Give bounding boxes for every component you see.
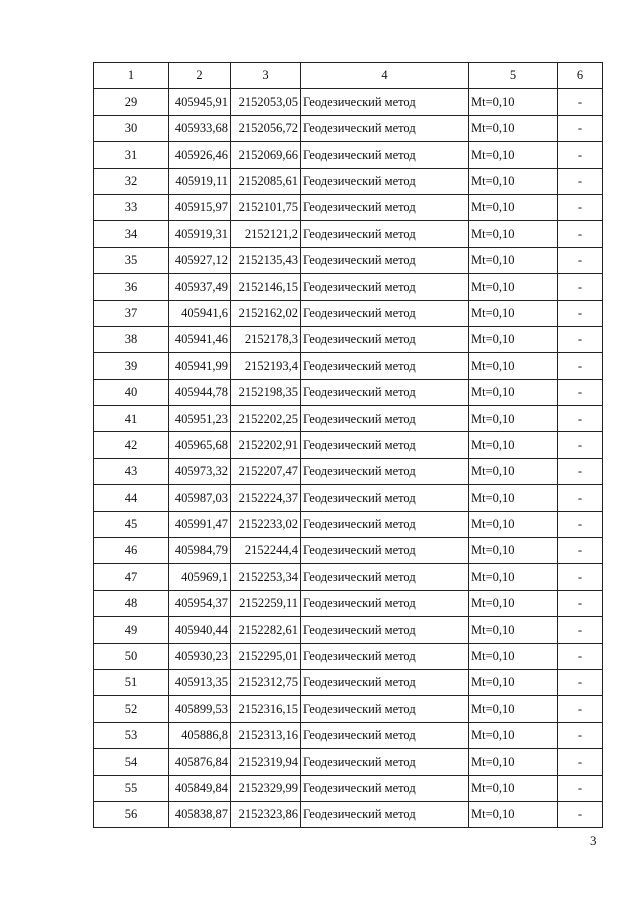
point-number-cell: 34	[94, 221, 169, 247]
note-cell: -	[558, 643, 603, 669]
accuracy-cell: Mt=0,10	[469, 432, 558, 458]
point-number-cell: 51	[94, 669, 169, 695]
point-number-cell: 45	[94, 511, 169, 537]
accuracy-cell: Mt=0,10	[469, 485, 558, 511]
y-coordinate-cell: 2152316,15	[231, 696, 301, 722]
point-number-cell: 49	[94, 617, 169, 643]
y-coordinate-cell: 2152319,94	[231, 749, 301, 775]
note-cell: -	[558, 274, 603, 300]
header-cell-1: 1	[94, 63, 169, 89]
y-coordinate-cell: 2152259,11	[231, 590, 301, 616]
x-coordinate-cell: 405945,91	[169, 89, 231, 115]
x-coordinate-cell: 405940,44	[169, 617, 231, 643]
note-cell: -	[558, 406, 603, 432]
note-cell: -	[558, 300, 603, 326]
x-coordinate-cell: 405919,31	[169, 221, 231, 247]
y-coordinate-cell: 2152162,02	[231, 300, 301, 326]
y-coordinate-cell: 2152121,2	[231, 221, 301, 247]
method-cell: Геодезический метод	[301, 801, 469, 827]
method-cell: Геодезический метод	[301, 247, 469, 273]
table-row	[94, 775, 603, 801]
point-number-cell: 39	[94, 353, 169, 379]
method-cell: Геодезический метод	[301, 590, 469, 616]
table-row	[94, 142, 603, 168]
method-cell: Геодезический метод	[301, 696, 469, 722]
method-cell: Геодезический метод	[301, 353, 469, 379]
x-coordinate-cell: 405951,23	[169, 406, 231, 432]
x-coordinate-cell: 405876,84	[169, 749, 231, 775]
x-coordinate-cell: 405987,03	[169, 485, 231, 511]
y-coordinate-cell: 2152193,4	[231, 353, 301, 379]
note-cell: -	[558, 168, 603, 194]
table-row	[94, 194, 603, 220]
method-cell: Геодезический метод	[301, 564, 469, 590]
accuracy-cell: Mt=0,10	[469, 221, 558, 247]
accuracy-cell: Mt=0,10	[469, 643, 558, 669]
table-row	[94, 643, 603, 669]
x-coordinate-cell: 405973,32	[169, 458, 231, 484]
method-cell: Геодезический метод	[301, 538, 469, 564]
table-row	[94, 353, 603, 379]
note-cell: -	[558, 590, 603, 616]
point-number-cell: 47	[94, 564, 169, 590]
note-cell: -	[558, 432, 603, 458]
point-number-cell: 52	[94, 696, 169, 722]
method-cell: Геодезический метод	[301, 326, 469, 352]
y-coordinate-cell: 2152295,01	[231, 643, 301, 669]
x-coordinate-cell: 405927,12	[169, 247, 231, 273]
point-number-cell: 46	[94, 538, 169, 564]
x-coordinate-cell: 405913,35	[169, 669, 231, 695]
accuracy-cell: Mt=0,10	[469, 538, 558, 564]
table-row	[94, 89, 603, 115]
method-cell: Геодезический метод	[301, 722, 469, 748]
y-coordinate-cell: 2152323,86	[231, 801, 301, 827]
header-cell-4: 4	[301, 63, 469, 89]
method-cell: Геодезический метод	[301, 749, 469, 775]
x-coordinate-cell: 405965,68	[169, 432, 231, 458]
x-coordinate-cell: 405954,37	[169, 590, 231, 616]
point-number-cell: 48	[94, 590, 169, 616]
accuracy-cell: Mt=0,10	[469, 194, 558, 220]
table-row	[94, 564, 603, 590]
point-number-cell: 33	[94, 194, 169, 220]
y-coordinate-cell: 2152207,47	[231, 458, 301, 484]
note-cell: -	[558, 617, 603, 643]
x-coordinate-cell: 405941,46	[169, 326, 231, 352]
table-row	[94, 722, 603, 748]
table-row	[94, 511, 603, 537]
note-cell: -	[558, 247, 603, 273]
y-coordinate-cell: 2152253,34	[231, 564, 301, 590]
y-coordinate-cell: 2152056,72	[231, 115, 301, 141]
y-coordinate-cell: 2152085,61	[231, 168, 301, 194]
x-coordinate-cell: 405984,79	[169, 538, 231, 564]
point-number-cell: 56	[94, 801, 169, 827]
y-coordinate-cell: 2152244,4	[231, 538, 301, 564]
y-coordinate-cell: 2152178,3	[231, 326, 301, 352]
accuracy-cell: Mt=0,10	[469, 247, 558, 273]
table-row	[94, 617, 603, 643]
accuracy-cell: Mt=0,10	[469, 274, 558, 300]
method-cell: Геодезический метод	[301, 643, 469, 669]
x-coordinate-cell: 405991,47	[169, 511, 231, 537]
note-cell: -	[558, 749, 603, 775]
y-coordinate-cell: 2152146,15	[231, 274, 301, 300]
accuracy-cell: Mt=0,10	[469, 406, 558, 432]
method-cell: Геодезический метод	[301, 617, 469, 643]
header-cell-5: 5	[469, 63, 558, 89]
point-number-cell: 30	[94, 115, 169, 141]
note-cell: -	[558, 801, 603, 827]
x-coordinate-cell: 405838,87	[169, 801, 231, 827]
y-coordinate-cell: 2152282,61	[231, 617, 301, 643]
note-cell: -	[558, 511, 603, 537]
note-cell: -	[558, 458, 603, 484]
method-cell: Геодезический метод	[301, 300, 469, 326]
accuracy-cell: Mt=0,10	[469, 749, 558, 775]
point-number-cell: 53	[94, 722, 169, 748]
note-cell: -	[558, 115, 603, 141]
x-coordinate-cell: 405919,11	[169, 168, 231, 194]
note-cell: -	[558, 485, 603, 511]
y-coordinate-cell: 2152329,99	[231, 775, 301, 801]
note-cell: -	[558, 221, 603, 247]
point-number-cell: 41	[94, 406, 169, 432]
method-cell: Геодезический метод	[301, 432, 469, 458]
point-number-cell: 42	[94, 432, 169, 458]
note-cell: -	[558, 696, 603, 722]
y-coordinate-cell: 2152053,05	[231, 89, 301, 115]
method-cell: Геодезический метод	[301, 511, 469, 537]
y-coordinate-cell: 2152312,75	[231, 669, 301, 695]
method-cell: Геодезический метод	[301, 115, 469, 141]
note-cell: -	[558, 775, 603, 801]
note-cell: -	[558, 669, 603, 695]
note-cell: -	[558, 538, 603, 564]
x-coordinate-cell: 405969,1	[169, 564, 231, 590]
method-cell: Геодезический метод	[301, 379, 469, 405]
page-number: 3	[590, 833, 597, 848]
accuracy-cell: Mt=0,10	[469, 564, 558, 590]
x-coordinate-cell: 405930,23	[169, 643, 231, 669]
point-number-cell: 37	[94, 300, 169, 326]
header-row	[94, 63, 603, 89]
table-row	[94, 300, 603, 326]
accuracy-cell: Mt=0,10	[469, 379, 558, 405]
table-row	[94, 485, 603, 511]
note-cell: -	[558, 326, 603, 352]
header-cell-2: 2	[169, 63, 231, 89]
point-number-cell: 43	[94, 458, 169, 484]
note-cell: -	[558, 142, 603, 168]
y-coordinate-cell: 2152224,37	[231, 485, 301, 511]
point-number-cell: 50	[94, 643, 169, 669]
method-cell: Геодезический метод	[301, 142, 469, 168]
note-cell: -	[558, 722, 603, 748]
point-number-cell: 40	[94, 379, 169, 405]
accuracy-cell: Mt=0,10	[469, 696, 558, 722]
x-coordinate-cell: 405886,8	[169, 722, 231, 748]
method-cell: Геодезический метод	[301, 168, 469, 194]
accuracy-cell: Mt=0,10	[469, 511, 558, 537]
table-body	[94, 89, 603, 828]
point-number-cell: 36	[94, 274, 169, 300]
table-row	[94, 406, 603, 432]
x-coordinate-cell: 405849,84	[169, 775, 231, 801]
point-number-cell: 29	[94, 89, 169, 115]
table-row	[94, 538, 603, 564]
table-row	[94, 247, 603, 273]
y-coordinate-cell: 2152069,66	[231, 142, 301, 168]
table-row	[94, 326, 603, 352]
table-row	[94, 274, 603, 300]
accuracy-cell: Mt=0,10	[469, 775, 558, 801]
x-coordinate-cell: 405937,49	[169, 274, 231, 300]
note-cell: -	[558, 194, 603, 220]
coordinates-table	[93, 62, 603, 828]
accuracy-cell: Mt=0,10	[469, 801, 558, 827]
method-cell: Геодезический метод	[301, 89, 469, 115]
method-cell: Геодезический метод	[301, 406, 469, 432]
accuracy-cell: Mt=0,10	[469, 89, 558, 115]
point-number-cell: 44	[94, 485, 169, 511]
accuracy-cell: Mt=0,10	[469, 353, 558, 379]
x-coordinate-cell: 405899,53	[169, 696, 231, 722]
note-cell: -	[558, 353, 603, 379]
point-number-cell: 31	[94, 142, 169, 168]
method-cell: Геодезический метод	[301, 458, 469, 484]
y-coordinate-cell: 2152202,91	[231, 432, 301, 458]
table-row	[94, 115, 603, 141]
x-coordinate-cell: 405926,46	[169, 142, 231, 168]
accuracy-cell: Mt=0,10	[469, 617, 558, 643]
table-row	[94, 221, 603, 247]
x-coordinate-cell: 405933,68	[169, 115, 231, 141]
accuracy-cell: Mt=0,10	[469, 115, 558, 141]
method-cell: Геодезический метод	[301, 221, 469, 247]
note-cell: -	[558, 564, 603, 590]
header-cell-3: 3	[231, 63, 301, 89]
table-row	[94, 590, 603, 616]
table-row	[94, 749, 603, 775]
table-row	[94, 669, 603, 695]
y-coordinate-cell: 2152233,02	[231, 511, 301, 537]
x-coordinate-cell: 405941,99	[169, 353, 231, 379]
method-cell: Геодезический метод	[301, 194, 469, 220]
x-coordinate-cell: 405915,97	[169, 194, 231, 220]
note-cell: -	[558, 379, 603, 405]
y-coordinate-cell: 2152313,16	[231, 722, 301, 748]
x-coordinate-cell: 405941,6	[169, 300, 231, 326]
point-number-cell: 32	[94, 168, 169, 194]
y-coordinate-cell: 2152202,25	[231, 406, 301, 432]
point-number-cell: 54	[94, 749, 169, 775]
method-cell: Геодезический метод	[301, 775, 469, 801]
accuracy-cell: Mt=0,10	[469, 142, 558, 168]
accuracy-cell: Mt=0,10	[469, 458, 558, 484]
method-cell: Геодезический метод	[301, 485, 469, 511]
accuracy-cell: Mt=0,10	[469, 590, 558, 616]
point-number-cell: 38	[94, 326, 169, 352]
table-row	[94, 432, 603, 458]
accuracy-cell: Mt=0,10	[469, 168, 558, 194]
table-row	[94, 696, 603, 722]
table-row	[94, 458, 603, 484]
accuracy-cell: Mt=0,10	[469, 669, 558, 695]
y-coordinate-cell: 2152135,43	[231, 247, 301, 273]
point-number-cell: 55	[94, 775, 169, 801]
accuracy-cell: Mt=0,10	[469, 722, 558, 748]
table-row	[94, 168, 603, 194]
table-row	[94, 801, 603, 827]
header-cell-6: 6	[558, 63, 603, 89]
y-coordinate-cell: 2152101,75	[231, 194, 301, 220]
x-coordinate-cell: 405944,78	[169, 379, 231, 405]
note-cell: -	[558, 89, 603, 115]
table-row	[94, 379, 603, 405]
method-cell: Геодезический метод	[301, 274, 469, 300]
y-coordinate-cell: 2152198,35	[231, 379, 301, 405]
method-cell: Геодезический метод	[301, 669, 469, 695]
point-number-cell: 35	[94, 247, 169, 273]
accuracy-cell: Mt=0,10	[469, 326, 558, 352]
accuracy-cell: Mt=0,10	[469, 300, 558, 326]
